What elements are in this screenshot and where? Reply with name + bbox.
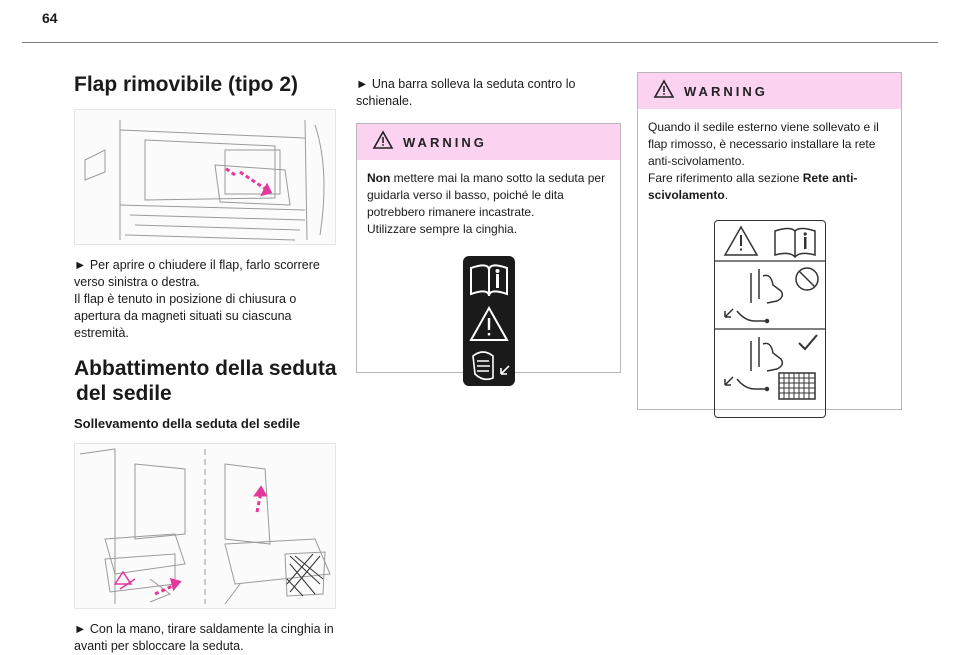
warning-box-net <box>637 72 902 410</box>
header-rule <box>22 42 938 43</box>
flap-illustration <box>74 109 336 245</box>
checkmark-icon <box>799 335 817 349</box>
flap-magnets-note: Il flap è tenuto in posizione di chiusura o apertura da magneti situati su ciascuna estremità. <box>74 292 297 340</box>
warning-text <box>357 160 620 250</box>
warning-header <box>638 73 901 109</box>
bar-lifts-seat-text: ► Una barra solleva la seduta contro lo schienale. <box>356 77 576 108</box>
hand-crush-icon <box>473 352 509 379</box>
seat-lifting-drawing <box>75 444 337 610</box>
warning-bold-word: Non <box>367 171 391 185</box>
column-middle <box>356 76 621 373</box>
warning-text-part2: Utilizzare sempre la cinghia. <box>367 222 518 236</box>
warning-header <box>357 124 620 160</box>
strap-instruction: ► Con la mano, tirare saldamente la cinghia in avanti per sbloccare la seduta. <box>74 622 334 653</box>
warning-title: WARNING <box>403 134 487 150</box>
warning-box-hand <box>356 123 621 373</box>
danger-triangle-icon <box>471 308 507 340</box>
warning-text-prefix: Fare riferimento alla sezione <box>648 171 803 185</box>
section-title-line2: del sedile <box>76 382 172 405</box>
warning-text-part1: mettere mai la mano sotto la seduta per guidarla verso il basso, poiché le dita potrebbero rimanere incastrate. <box>367 171 606 219</box>
warning-title: WARNING <box>684 83 768 99</box>
manual-book-icon <box>775 229 815 258</box>
warning-text <box>638 109 901 216</box>
warning-triangle-icon <box>373 131 393 154</box>
warning-text-part1: Quando il sedile esterno viene sollevato e il flap rimosso, è necessario installare la rete anti-scivolamento. <box>648 120 879 168</box>
manual-book-icon <box>471 265 507 296</box>
prohibited-icon <box>796 268 818 290</box>
net-grid-icon <box>779 373 815 399</box>
net-section-link[interactable]: Rete anti-scivolamento <box>648 171 858 202</box>
net-pictogram <box>714 220 826 418</box>
warning-text-suffix: . <box>724 188 729 202</box>
warning-pictogram-strip <box>463 256 515 386</box>
seat-lifting-illustration <box>74 443 336 609</box>
seat-without-net-icon <box>725 269 782 323</box>
flap-instruction: ► Per aprire o chiudere il flap, farlo scorrere verso sinistra o destra. <box>74 258 320 289</box>
column-right <box>637 72 902 410</box>
section-title-line1: Abbattimento della seduta <box>74 357 337 380</box>
subheading-seat-lifting: Sollevamento della seduta del sedile <box>74 416 301 431</box>
warning-triangle-icon <box>654 80 674 103</box>
seat-with-net-icon <box>725 337 782 391</box>
column-left <box>74 72 342 655</box>
section-title-seat-folding <box>74 356 342 406</box>
flap-drawing <box>75 110 337 246</box>
caution-triangle-icon <box>725 227 757 255</box>
section-title-removable-flap: Flap rimovibile (tipo 2) <box>74 73 299 96</box>
page-number: 64 <box>42 10 58 26</box>
